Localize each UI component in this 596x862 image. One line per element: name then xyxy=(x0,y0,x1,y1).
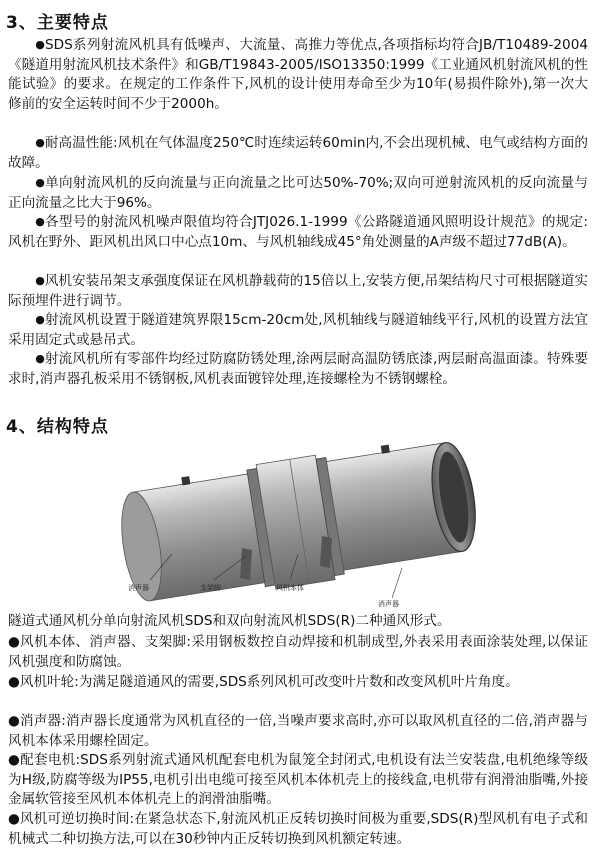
feature-paragraph-7: ● 射流风机所有零部件均经过防腐防锈处理,涂两层耐高温防锈底漆,两层耐高温面漆。特殊要求时,消声器孔板采用不锈钢板,风机表面镀锌处理,连接螺栓为不锈钢螺栓。 xyxy=(8,350,588,389)
structure-item-3: ●消声器:消声器长度通常为风机直径的一倍,当噪声要求高时,亦可以取风机直径的二倍,消声器与风机本体采用螺栓固定。 xyxy=(8,713,588,749)
feature-paragraph-6: ● 射流风机设置于隧道建筑界限15cm-20cm处,风机轴线与隧道轴线平行,风机的设置方法宜采用固定式或悬吊式。 xyxy=(8,311,588,350)
feature-paragraph-1: ● SDS系列射流风机具有低噪声、大流量、高推力等优点,各项指标均符合JB/T10489-2004《隧道用射流风机技术条件》和GB/T19843-2005/ISO13350:1999《工业通风机射流风机的性能试验》的要求。在规定的工作条件下,风机的设计使用寿命至少为10年(易损件除外),第一次大修前的安全运转时间不少于2000h。 xyxy=(8,36,588,114)
structure-item-4: ●配套电机:SDS系列射流式通风机配套电机为鼠笼全封闭式,电机设有法兰安装盘,电机绝缘等级为H级,防腐等级为IP55,电机引出电缆可接至风机本体机壳上的接线盒,电机带有润滑油脂嘴,外接金属软管接至风机本体机壳上的润滑油脂嘴。 xyxy=(8,752,588,808)
feature-paragraph-2: ● 耐高温性能:风机在气体温度250℃时连续运转60min内,不会出现机械、电气或结构方面的故障。 xyxy=(8,134,588,173)
feature-paragraph-4: ● 各型号的射流风机噪声限值均符合JTJ026.1-1999《公路隧道通风照明设计规范》的规定:风机在野外、距风机出风口中心点10m、与风机轴线成45°角处测量的A声级不超过77dB(A)。 xyxy=(8,213,588,252)
section-4-title: 4、结构特点 xyxy=(6,417,109,437)
structure-item-2: ●风机叶轮:为满足隧道通风的需要,SDS系列风机可改变叶片数和改变风机叶片角度。 xyxy=(8,674,519,690)
label-bracket: 支架脚 xyxy=(200,584,221,592)
label-silencer-left: 消声器 xyxy=(128,584,149,592)
label-fan-body: 风机本体 xyxy=(276,584,304,592)
structure-intro: 隧道式通风机分单向射流风机SDS和双向射流风机SDS(R)二种通风形式。 xyxy=(8,613,451,629)
jet-fan-structure-figure xyxy=(0,430,596,608)
structure-item-1: ●风机本体、消声器、支架脚:采用钢板数控自动焊接和机制成型,外表采用表面涂装处理,以保证风机强度和防腐蚀。 xyxy=(8,634,588,670)
fan-cylinder-icon xyxy=(114,432,483,608)
label-silencer-right: 消声器 xyxy=(378,600,399,608)
section-3-title: 3、主要特点 xyxy=(6,13,109,33)
structure-item-5: ●风机可逆切换时间:在紧急状态下,射流风机正反转切换时间极为重要,SDS(R)型风机有电子式和机械式二种切换方法,可以在30秒钟内正反转切换到风机额定转速。 xyxy=(8,811,588,847)
feature-paragraph-3: ● 单向射流风机的反向流量与正向流量之比可达50%-70%;双向可逆射流风机的反向流量与正向流量之比大于96%。 xyxy=(8,174,588,213)
feature-paragraph-5: ● 风机安装吊架支承强度保证在风机静载荷的15倍以上,安装方便,吊架结构尺寸可根据隧道实际预埋件进行调节。 xyxy=(8,272,588,311)
